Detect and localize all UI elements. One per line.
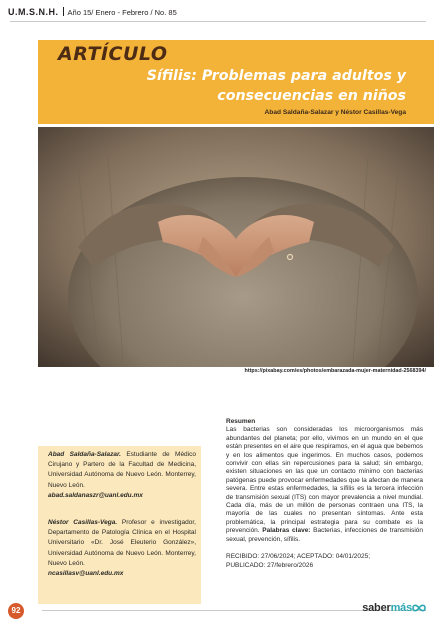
running-header bbox=[8, 7, 177, 17]
author-bio-1 bbox=[48, 450, 196, 501]
article-title: Sífilis: Problemas para adultos y consecuencias en niños bbox=[146, 68, 406, 104]
keywords-label: Palabras clave: bbox=[262, 527, 311, 535]
author-bio-2 bbox=[48, 518, 196, 579]
logo-accent: más bbox=[390, 602, 412, 614]
logo-main: saber bbox=[362, 602, 391, 614]
page-number: 92 bbox=[8, 603, 24, 619]
abstract-body bbox=[226, 426, 423, 544]
logo-text bbox=[362, 602, 412, 614]
author-email: ncasillasv@uanl.edu.mx bbox=[48, 570, 124, 578]
abstract-column bbox=[226, 418, 423, 570]
header-rule bbox=[10, 21, 426, 22]
abstract-heading: Resumen bbox=[226, 418, 256, 425]
author-affiliation: Profesor e investigador, Departamento de Patología Clínica en el Hospital Universitario «Dr. José Eleuterio González», Universidad Autónoma de Nuevo León. Monterrey, Nuevo León. bbox=[48, 519, 196, 567]
logo-infinity-icon bbox=[412, 600, 426, 616]
abstract-text: Las bacterias son consideradas los microorganismos más abundantes del planeta; por ello, vivimos en un mundo en el que están presentes en el aire que respiramos, en el agua que bebemos y en los alimentos que ingerimos. En muchos casos, podemos convivir con ellas sin repercusiones para la salud; sin embargo, existen situaciones en las que un contacto mínimo con bacterias patógenas puede provocar enfermedades que la afectan de manera severa. Entre estas enfermedades, la sífilis es la tercera infección de transmisión sexual (ITS) con mayor prevalencia a nivel mundial. Cada día, más de un millón de personas contraen una ITS, la mayoría de las cuales no presentan síntomas. Ante esta problemática, la principal estrategia para su combate es la prevención. bbox=[226, 426, 423, 535]
pregnant-belly-hands-image bbox=[38, 127, 434, 367]
issue-info: Año 15/ Enero - Febrero / No. 85 bbox=[67, 8, 177, 17]
article-dates bbox=[226, 552, 423, 570]
magazine-name: U.M.S.N.H. bbox=[8, 7, 59, 17]
author-email: abad.saldanaszr@uanl.edu.mx bbox=[48, 491, 143, 499]
photo-credit: https://pixabay.com/es/photos/embarazada-mujer-maternidad-2568394/ bbox=[244, 368, 426, 374]
received-accepted: RECIBIDO: 27/06/2024; ACEPTADO: 04/01/2025; bbox=[226, 553, 371, 561]
header-divider bbox=[63, 7, 64, 16]
sabermas-logo bbox=[362, 598, 426, 618]
section-kicker: ARTÍCULO bbox=[58, 43, 168, 65]
keywords: Bacterias, infecciones de transmisión sexual, prevención, sífilis. bbox=[226, 527, 424, 543]
author-name: Néstor Casillas-Vega. bbox=[48, 519, 118, 526]
article-photo bbox=[38, 127, 434, 367]
article-authors: Abad Saldaña-Salazar y Néstor Casillas-Vega bbox=[264, 109, 406, 116]
author-name: Abad Saldaña-Salazar. bbox=[48, 451, 121, 458]
author-affiliation: Estudiante de Médico Cirujano y Partero de la Facultad de Medicina, Universidad Autónoma de Nuevo León. Monterrey, Nuevo León. bbox=[48, 451, 196, 489]
published-date: PUBLICADO: 27/febrero/2026 bbox=[226, 562, 314, 570]
